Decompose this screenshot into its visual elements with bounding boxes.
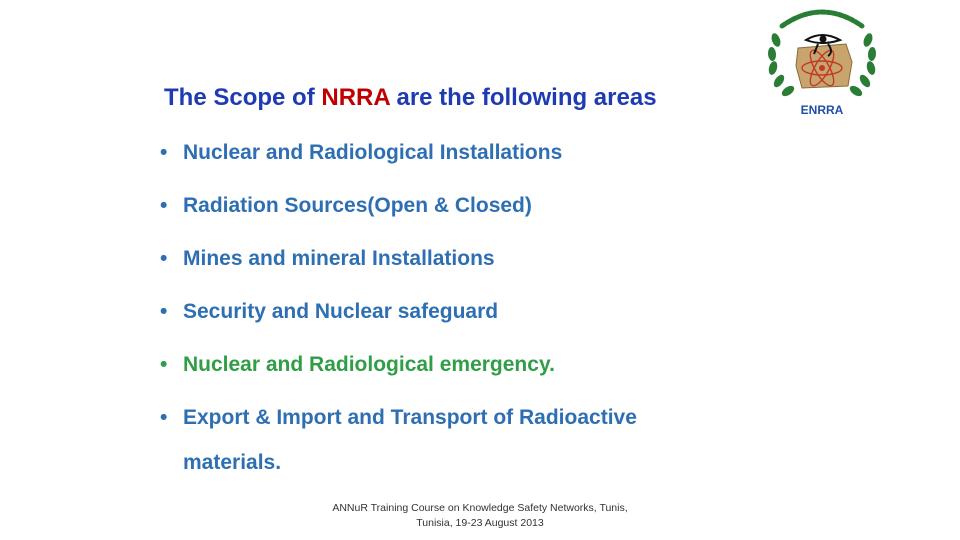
bullet-text: Mines and mineral Installations bbox=[183, 247, 495, 270]
slide-title bbox=[164, 84, 764, 112]
footer bbox=[300, 501, 660, 531]
bullet-dot: • bbox=[160, 353, 168, 376]
bullet-dot: • bbox=[160, 406, 168, 429]
title-suffix: are the following areas bbox=[389, 84, 657, 111]
bullet-text: Radiation Sources(Open & Closed) bbox=[183, 194, 532, 217]
bullet-dot: • bbox=[160, 300, 168, 323]
title-accent: NRRA bbox=[321, 84, 390, 111]
bullet-dot: • bbox=[160, 194, 168, 217]
enrra-logo bbox=[762, 2, 882, 120]
bullet-text: Nuclear and Radiological Installations bbox=[183, 141, 563, 164]
bullet-dot: • bbox=[160, 247, 168, 270]
logo-label: ENRRA bbox=[800, 103, 844, 117]
footer-line-2: Tunisia, 19-23 August 2013 bbox=[416, 517, 544, 529]
laurel-right-icon bbox=[848, 32, 877, 98]
footer-line-1: ANNuR Training Course on Knowledge Safety Networks, Tunis, bbox=[332, 502, 628, 514]
title-prefix: The Scope of bbox=[164, 84, 322, 111]
bullet-text: Security and Nuclear safeguard bbox=[183, 300, 499, 323]
bullet-dot: • bbox=[160, 141, 168, 164]
bullet-continuation-text: materials. bbox=[183, 451, 282, 474]
laurel-left-icon bbox=[767, 32, 796, 98]
bullet-text: Nuclear and Radiological emergency. bbox=[183, 353, 555, 376]
bullet-text: Export & Import and Transport of Radioactive bbox=[183, 406, 637, 429]
